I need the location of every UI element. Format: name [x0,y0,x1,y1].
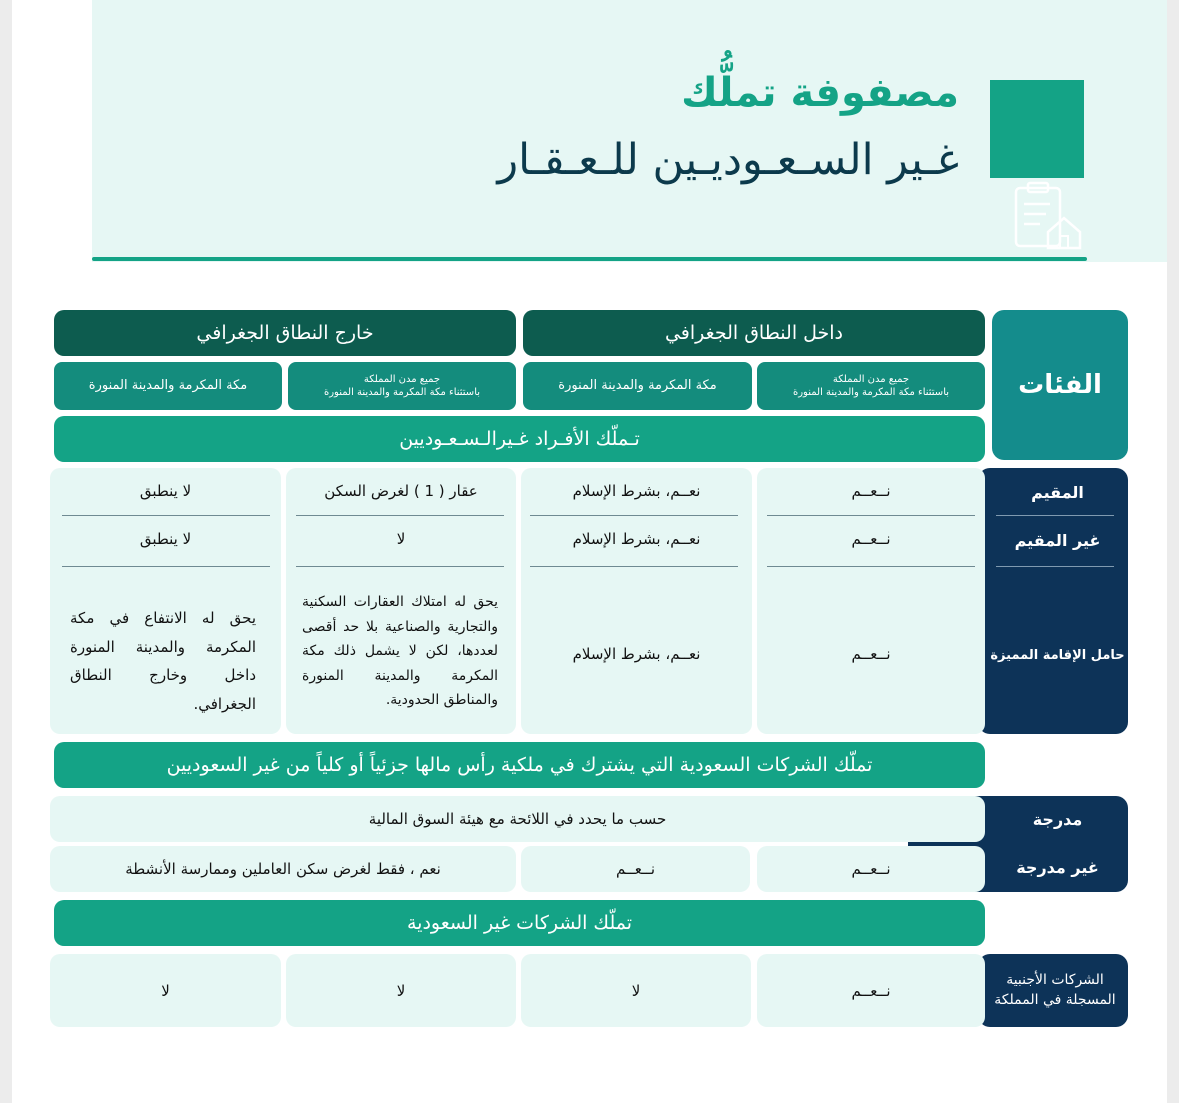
table-cell: حسب ما يحدد في اللائحة مع هيئة السوق المالية [368,810,667,828]
premium-residency-label: حامل الإقامة المميزة [990,647,1125,663]
inside-zone-header: داخل النطاق الجغرافي [523,310,985,356]
all-cities-line2: باستثناء مكة المكرمة والمدينة المنورة [323,387,481,398]
row-divider [296,515,504,516]
table-cell: نعم ، فقط لغرض سكن العاملين وممارسة الأنشطة [125,860,441,878]
table-cell: لا [396,981,406,1000]
table-cell: نــعــم [851,860,891,878]
categories-header: الفئات [992,310,1128,460]
row-divider [62,515,270,516]
outside-all-cities-header [288,362,516,410]
table-cell: لا [396,530,406,548]
label-divider [996,566,1114,567]
non-resident-label: غير المقيم [1014,530,1101,550]
header-accent-square [990,80,1084,178]
premium-outside-makkah-text: يحق له الانتفاع في مكة المكرمة والمدينة المنورة داخل وخارج النطاق الجغرافي. [70,609,256,713]
page-title: مصفوفة تملُّك [681,70,959,116]
table-cell: نــعــم [851,645,891,663]
row-divider [62,566,270,567]
row-divider [767,566,975,567]
premium-outside-all-cities-text: يحق له امتلاك العقارات السكنية والتجارية والصناعية بلا حد أقصى لعددها، لكن لا يشمل ذلك مكة المكرمة والمدينة المنورة والمناطق الحدودية. [302,594,498,708]
inside-makkah-madinah-header: مكة المكرمة والمدينة المنورة [523,362,752,410]
listed-label: مدرجة [1032,809,1083,829]
table-cell: لا [631,981,641,1000]
table-cell: لا ينطبق [139,530,192,548]
row-divider [530,515,738,516]
table-cell: نــعــم [851,530,891,548]
outside-zone-header: خارج النطاق الجغرافي [54,310,516,356]
all-cities-line1: جميع مدن المملكة [363,373,441,385]
foreign-companies-section-title: تملّك الشركات غير السعودية [54,900,985,946]
table-cell: نــعــم [851,482,891,500]
page-subtitle: غـير السـعـوديـين للـعـقـار [497,135,959,185]
table-cell: نعــم، بشرط الإسلام [572,482,701,500]
all-cities-line1: جميع مدن المملكة [832,373,910,385]
clipboard-house-icon [1010,180,1082,252]
row-divider [296,566,504,567]
table-cell: لا [161,981,170,1000]
outside-makkah-madinah-header: مكة المكرمة والمدينة المنورة [54,362,282,410]
row-divider [530,566,738,567]
table-cell: عقار ( 1 ) لغرض السكن [324,482,478,500]
row-divider [767,515,975,516]
header-divider [92,257,1087,261]
table-cell: نــعــم [616,860,655,878]
table-cell: نعــم، بشرط الإسلام [572,645,701,663]
table-cell: نعــم، بشرط الإسلام [572,530,701,548]
label-divider [996,515,1114,516]
inside-all-cities-header [757,362,985,410]
saudi-companies-section-title: تملّك الشركات السعودية التي يشترك في ملكية رأس مالها جزئياً أو كلياً من غير السعوديين [54,742,985,788]
foreign-companies-label-line2: المسجلة في المملكة [994,992,1116,1008]
resident-label: المقيم [1031,482,1084,502]
foreign-companies-label-line1: الشركات الأجنبية [1006,972,1104,989]
table-cell: نــعــم [851,981,891,1000]
table-cell: لا ينطبق [139,482,192,500]
unlisted-label: غير مدرجة [1016,857,1099,877]
all-cities-line2: باستثناء مكة المكرمة والمدينة المنورة [792,387,950,398]
individuals-section-title: تـملّك الأفـراد غـيرالـسـعـوديين [54,416,985,462]
foreign-companies-label [986,958,1124,1024]
